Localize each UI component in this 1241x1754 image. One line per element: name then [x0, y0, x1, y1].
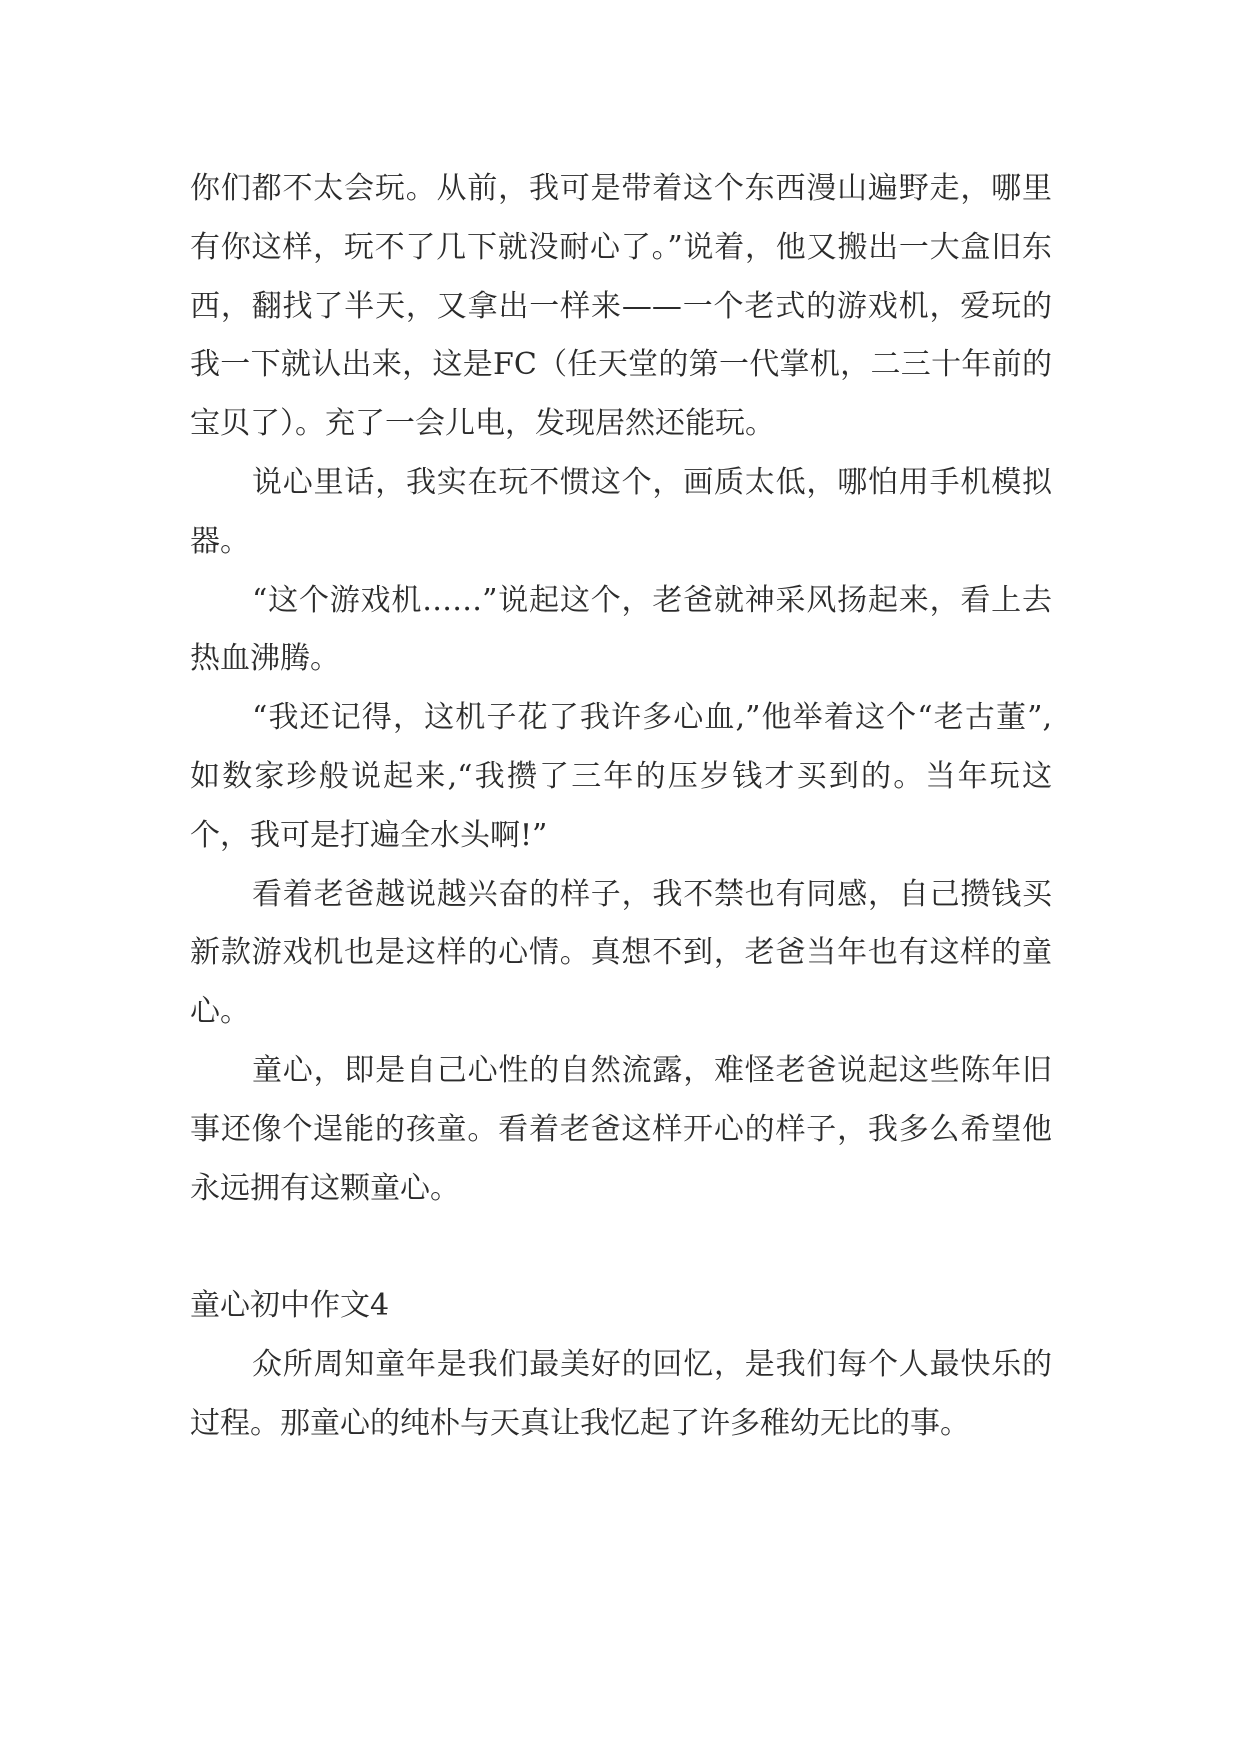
- paragraph-3: “这个游戏机……”说起这个，老爸就神采风扬起来，看上去热血沸腾。: [190, 582, 1052, 677]
- paragraph-1: 你们都不太会玩。从前，我可是带着这个东西漫山遍野走，哪里有你这样，玩不了几下就没耐心了。”说着，他又搬出一大盒旧东西，翻找了半天，又拿出一样来——一个老式的游戏机，爱玩的我一下就认出来，这是FC（任天堂的第一代掌机，二三十年前的宝贝了）。充了一会儿电，发现居然还能玩。: [190, 171, 1052, 442]
- section-spacer: [190, 1218, 1052, 1277]
- paragraph-6: 童心，即是自己心性的自然流露，难怪老爸说起这些陈年旧事还像个逞能的孩童。看着老爸这样开心的样子，我多么希望他永远拥有这颗童心。: [190, 1052, 1052, 1206]
- paragraph-4: “我还记得，这机子花了我许多心血,”他举着这个“老古董”,如数家珍般说起来,“我攒了三年的压岁钱才买到的。当年玩这个，我可是打遍全水头啊!”: [190, 700, 1052, 853]
- document-body: [190, 160, 1052, 1454]
- paragraph-5: 看着老爸越说越兴奋的样子，我不禁也有同感，自己攒钱买新款游戏机也是这样的心情。真想不到，老爸当年也有这样的童心。: [190, 876, 1052, 1030]
- paragraph-2: 说心里话，我实在玩不惯这个，画质太低，哪怕用手机模拟器。: [190, 464, 1052, 559]
- paragraph-7: 众所周知童年是我们最美好的回忆，是我们每个人最快乐的过程。那童心的纯朴与天真让我忆起了许多稚幼无比的事。: [190, 1346, 1052, 1441]
- section-heading: 童心初中作文4: [190, 1288, 390, 1324]
